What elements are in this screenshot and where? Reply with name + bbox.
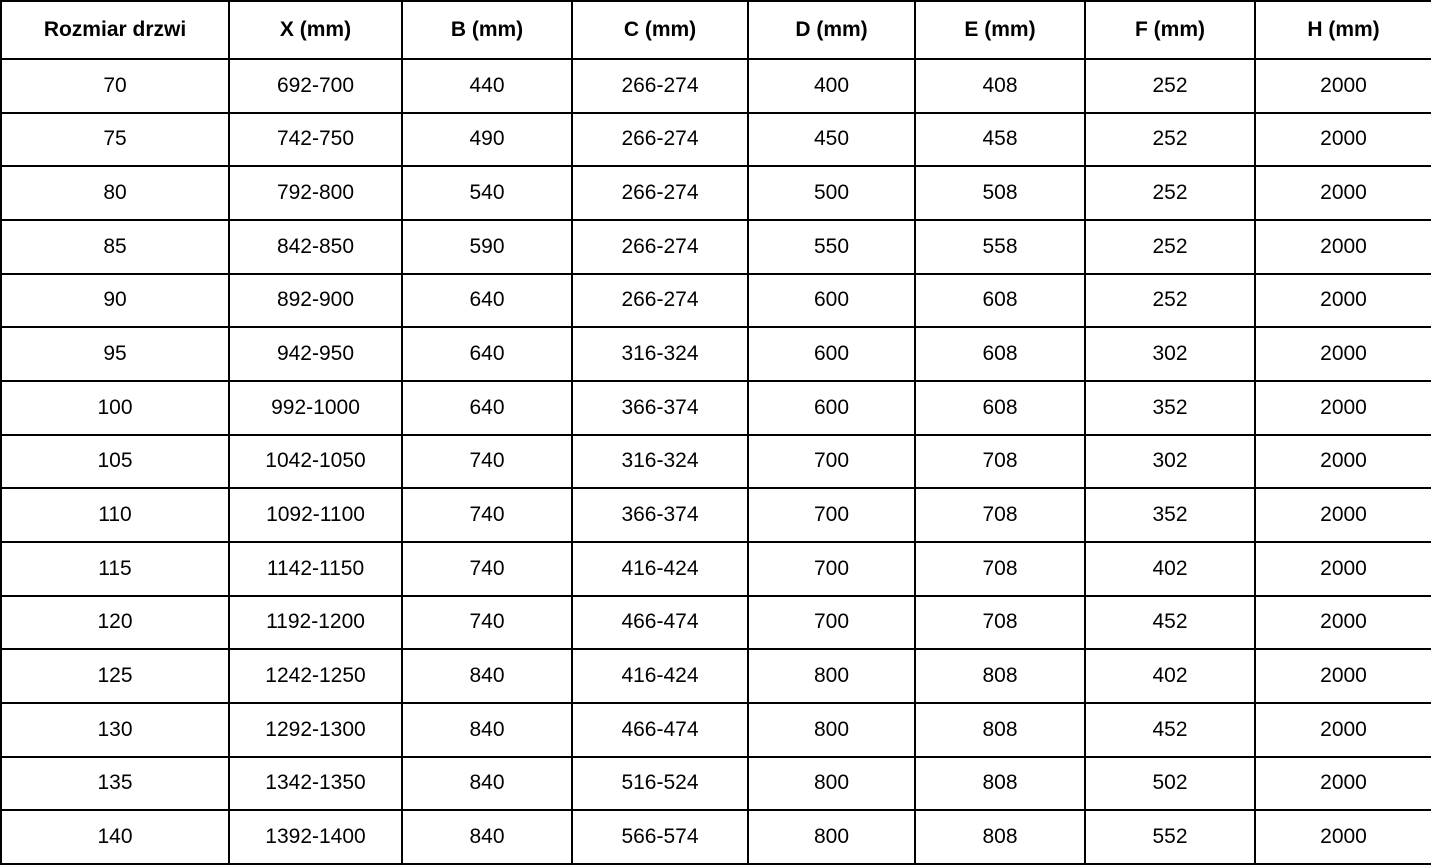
table-cell: 992-1000 [229, 381, 402, 435]
column-header-0: Rozmiar drzwi [1, 1, 229, 59]
table-cell: 1242-1250 [229, 649, 402, 703]
table-row [1, 381, 1431, 435]
table-row [1, 435, 1431, 489]
table-cell: 266-274 [572, 220, 748, 274]
column-header-7: H (mm) [1255, 1, 1431, 59]
table-cell: 408 [915, 59, 1085, 113]
table-cell: 892-900 [229, 274, 402, 328]
table-cell: 640 [402, 381, 572, 435]
table-cell: 608 [915, 381, 1085, 435]
table-cell: 942-950 [229, 327, 402, 381]
table-cell: 90 [1, 274, 229, 328]
table-cell: 2000 [1255, 703, 1431, 757]
table-cell: 600 [748, 327, 915, 381]
table-cell: 2000 [1255, 810, 1431, 864]
table-cell: 266-274 [572, 59, 748, 113]
table-cell: 70 [1, 59, 229, 113]
table-cell: 458 [915, 113, 1085, 167]
table-cell: 640 [402, 274, 572, 328]
table-cell: 402 [1085, 542, 1255, 596]
table-cell: 590 [402, 220, 572, 274]
table-cell: 2000 [1255, 488, 1431, 542]
table-cell: 708 [915, 435, 1085, 489]
table-cell: 140 [1, 810, 229, 864]
table-cell: 800 [748, 703, 915, 757]
table-cell: 708 [915, 488, 1085, 542]
table-cell: 452 [1085, 596, 1255, 650]
table-row [1, 810, 1431, 864]
table-cell: 252 [1085, 113, 1255, 167]
table-cell: 302 [1085, 327, 1255, 381]
table-cell: 692-700 [229, 59, 402, 113]
table-cell: 508 [915, 166, 1085, 220]
table-cell: 110 [1, 488, 229, 542]
table-cell: 402 [1085, 649, 1255, 703]
table-cell: 400 [748, 59, 915, 113]
table-cell: 808 [915, 810, 1085, 864]
table-cell: 1142-1150 [229, 542, 402, 596]
table-cell: 552 [1085, 810, 1255, 864]
table-cell: 2000 [1255, 220, 1431, 274]
table-cell: 125 [1, 649, 229, 703]
table-cell: 808 [915, 649, 1085, 703]
table-cell: 792-800 [229, 166, 402, 220]
table-row [1, 113, 1431, 167]
table-cell: 800 [748, 649, 915, 703]
table-cell: 266-274 [572, 166, 748, 220]
table-cell: 2000 [1255, 757, 1431, 811]
table-cell: 608 [915, 327, 1085, 381]
table-cell: 500 [748, 166, 915, 220]
table-cell: 600 [748, 381, 915, 435]
table-header-row [1, 1, 1431, 59]
table-row [1, 274, 1431, 328]
table-cell: 840 [402, 757, 572, 811]
table-cell: 808 [915, 703, 1085, 757]
table-cell: 316-324 [572, 327, 748, 381]
table-row [1, 166, 1431, 220]
table-cell: 566-574 [572, 810, 748, 864]
column-header-4: D (mm) [748, 1, 915, 59]
table-cell: 608 [915, 274, 1085, 328]
table-cell: 352 [1085, 488, 1255, 542]
table-row [1, 649, 1431, 703]
table-cell: 740 [402, 596, 572, 650]
table-cell: 266-274 [572, 274, 748, 328]
table-cell: 1092-1100 [229, 488, 402, 542]
table-cell: 1042-1050 [229, 435, 402, 489]
table-cell: 600 [748, 274, 915, 328]
table-cell: 366-374 [572, 381, 748, 435]
table-row [1, 220, 1431, 274]
table-cell: 2000 [1255, 649, 1431, 703]
table-cell: 266-274 [572, 113, 748, 167]
table-cell: 120 [1, 596, 229, 650]
table-cell: 708 [915, 542, 1085, 596]
table-cell: 95 [1, 327, 229, 381]
table-cell: 700 [748, 542, 915, 596]
table-row [1, 542, 1431, 596]
table-cell: 466-474 [572, 596, 748, 650]
table-cell: 708 [915, 596, 1085, 650]
table-row [1, 757, 1431, 811]
table-cell: 2000 [1255, 274, 1431, 328]
table-cell: 440 [402, 59, 572, 113]
table-cell: 840 [402, 703, 572, 757]
column-header-5: E (mm) [915, 1, 1085, 59]
table-cell: 1342-1350 [229, 757, 402, 811]
table-cell: 516-524 [572, 757, 748, 811]
table-cell: 502 [1085, 757, 1255, 811]
table-cell: 135 [1, 757, 229, 811]
table-cell: 558 [915, 220, 1085, 274]
table-cell: 2000 [1255, 542, 1431, 596]
table-cell: 1292-1300 [229, 703, 402, 757]
table-row [1, 703, 1431, 757]
table-cell: 1192-1200 [229, 596, 402, 650]
table-cell: 700 [748, 488, 915, 542]
table-header [1, 1, 1431, 59]
column-header-6: F (mm) [1085, 1, 1255, 59]
table-cell: 700 [748, 596, 915, 650]
table-cell: 80 [1, 166, 229, 220]
table-row [1, 596, 1431, 650]
table-cell: 2000 [1255, 327, 1431, 381]
table-cell: 466-474 [572, 703, 748, 757]
table-cell: 252 [1085, 274, 1255, 328]
table-cell: 352 [1085, 381, 1255, 435]
table-cell: 740 [402, 435, 572, 489]
table-cell: 2000 [1255, 381, 1431, 435]
table-cell: 842-850 [229, 220, 402, 274]
table-cell: 252 [1085, 59, 1255, 113]
table-cell: 840 [402, 810, 572, 864]
table-cell: 75 [1, 113, 229, 167]
table-cell: 252 [1085, 220, 1255, 274]
table-cell: 640 [402, 327, 572, 381]
table-cell: 252 [1085, 166, 1255, 220]
table-row [1, 327, 1431, 381]
table-body [1, 59, 1431, 864]
table-cell: 2000 [1255, 596, 1431, 650]
table-cell: 85 [1, 220, 229, 274]
column-header-2: B (mm) [402, 1, 572, 59]
table-cell: 1392-1400 [229, 810, 402, 864]
table-cell: 740 [402, 488, 572, 542]
table-row [1, 488, 1431, 542]
table-cell: 2000 [1255, 113, 1431, 167]
table-cell: 115 [1, 542, 229, 596]
table-cell: 316-324 [572, 435, 748, 489]
table-cell: 366-374 [572, 488, 748, 542]
table-cell: 416-424 [572, 649, 748, 703]
table-cell: 700 [748, 435, 915, 489]
table-row [1, 59, 1431, 113]
column-header-1: X (mm) [229, 1, 402, 59]
table-cell: 100 [1, 381, 229, 435]
table-cell: 808 [915, 757, 1085, 811]
table-cell: 452 [1085, 703, 1255, 757]
table-cell: 2000 [1255, 166, 1431, 220]
table-cell: 800 [748, 810, 915, 864]
table-cell: 740 [402, 542, 572, 596]
table-cell: 302 [1085, 435, 1255, 489]
table-cell: 540 [402, 166, 572, 220]
column-header-3: C (mm) [572, 1, 748, 59]
table-cell: 450 [748, 113, 915, 167]
table-cell: 742-750 [229, 113, 402, 167]
table-cell: 130 [1, 703, 229, 757]
table-cell: 800 [748, 757, 915, 811]
table-cell: 2000 [1255, 59, 1431, 113]
table-cell: 2000 [1255, 435, 1431, 489]
table-cell: 416-424 [572, 542, 748, 596]
table-cell: 105 [1, 435, 229, 489]
table-cell: 550 [748, 220, 915, 274]
table-cell: 840 [402, 649, 572, 703]
table-cell: 490 [402, 113, 572, 167]
